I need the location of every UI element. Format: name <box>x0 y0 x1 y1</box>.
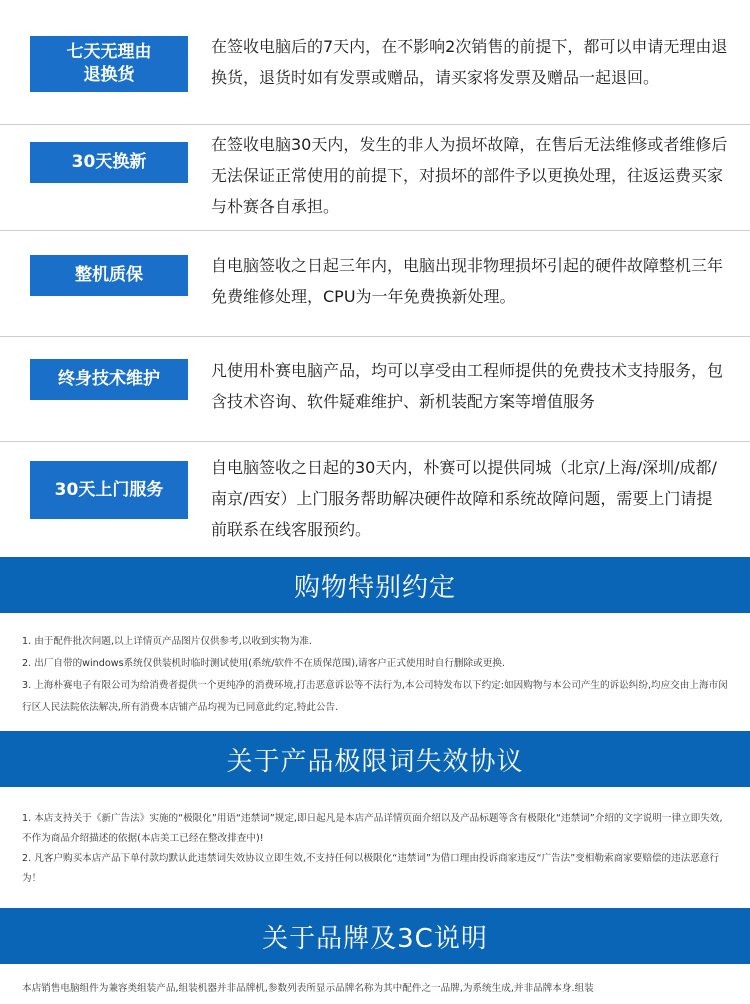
service-description: 在签收电脑30天内，发生的非人为损坏故障，在售后无法维修或者维修后无法保证正常使用的前提下，对损坏的部件予以更换处理，往返运费买家与朴赛各自承担。 <box>211 135 728 216</box>
limit-words-notes <box>0 787 750 908</box>
limit-words-heading: 关于产品极限词失效协议 <box>0 731 750 787</box>
service-badge <box>30 359 188 400</box>
service-row-onsite-service <box>0 442 750 557</box>
service-badge <box>30 142 188 183</box>
service-description: 自电脑签收之日起三年内，电脑出现非物理损坏引起的硬件故障整机三年免费维修处理，CPU为一年免费换新处理。 <box>211 256 724 306</box>
note-item: 1. 由于配件批次问题,以上详情页产品图片仅供参考,以收到实物为准. <box>22 636 312 647</box>
service-badge <box>30 36 188 92</box>
note-item: 2. 出厂自带的windows系统仅供装机时临时测试使用(系统/软件不在质保范围),请客户正式使用时自行删除或更换. <box>22 658 505 669</box>
service-badge-line: 退换货 <box>83 65 135 85</box>
note-item: 本店销售电脑组件为兼容类组装产品,组装机器并非品牌机,参数列表所显示品牌名称为其中配件之一品牌,为系统生成,并非品牌本身.组装 <box>22 983 594 994</box>
service-badge-line: 七天无理由 <box>66 42 152 62</box>
service-row-seven-day-return <box>0 0 750 125</box>
shopping-agreement-notes <box>0 613 750 731</box>
service-description: 凡使用朴赛电脑产品，均可以享受由工程师提供的免费技术支持服务，包含技术咨询、软件疑难维护、新机装配方案等增值服务 <box>211 361 724 411</box>
service-description: 自电脑签收之日起的30天内，朴赛可以提供同城（北京/上海/深圳/成都/南京/西安）上门服务帮助解决硬件故障和系统故障问题，需要上门请提前联系在线客服预约。 <box>211 458 717 539</box>
note-item: 2. 凡客户购买本店产品下单付款均默认此违禁词失效协议立即生效,不支持任何以极限化“违禁词”为借口理由投诉商家违反“广告法”变相勒索商家要赔偿的违法恶意行为！ <box>22 853 720 884</box>
service-badge-line: 终身技术维护 <box>58 369 160 389</box>
brand-3c-notes <box>0 964 750 1004</box>
service-row-30-day-replace <box>0 125 750 231</box>
service-badge-line: 30天换新 <box>71 152 147 172</box>
note-item: 3. 上海朴赛电子有限公司为给消费者提供一个更纯净的消费环境,打击恶意诉讼等不法行为,本公司特发布以下约定:如因购物与本公司产生的诉讼纠纷,均应交由上海市闵行区人民法院依法解决,所有消费本店铺产品均视为已同意此约定,特此公告. <box>22 680 728 713</box>
service-badge-line: 整机质保 <box>75 265 143 285</box>
note-item: 1. 本店支持关于《新广告法》实施的“极限化”用语“违禁词”规定,即日起凡是本店产品详情页面介绍以及产品标题等含有极限化“违禁词”介绍的文字说明一律立即失效,不作为商品介绍描述的依据(本店美工已经在整改排查中)! <box>22 813 723 844</box>
service-badge <box>30 461 188 519</box>
service-description: 在签收电脑后的7天内，在不影响2次销售的前提下，都可以申请无理由退换货，退货时如有发票或赠品，请买家将发票及赠品一起退回。 <box>211 37 728 87</box>
service-badge-line: 30天上门服务 <box>54 479 164 500</box>
service-row-lifetime-support <box>0 337 750 442</box>
shopping-agreement-heading: 购物特别约定 <box>0 557 750 613</box>
service-row-warranty <box>0 231 750 337</box>
service-badge <box>30 255 188 296</box>
brand-3c-heading: 关于品牌及3C说明 <box>0 908 750 964</box>
